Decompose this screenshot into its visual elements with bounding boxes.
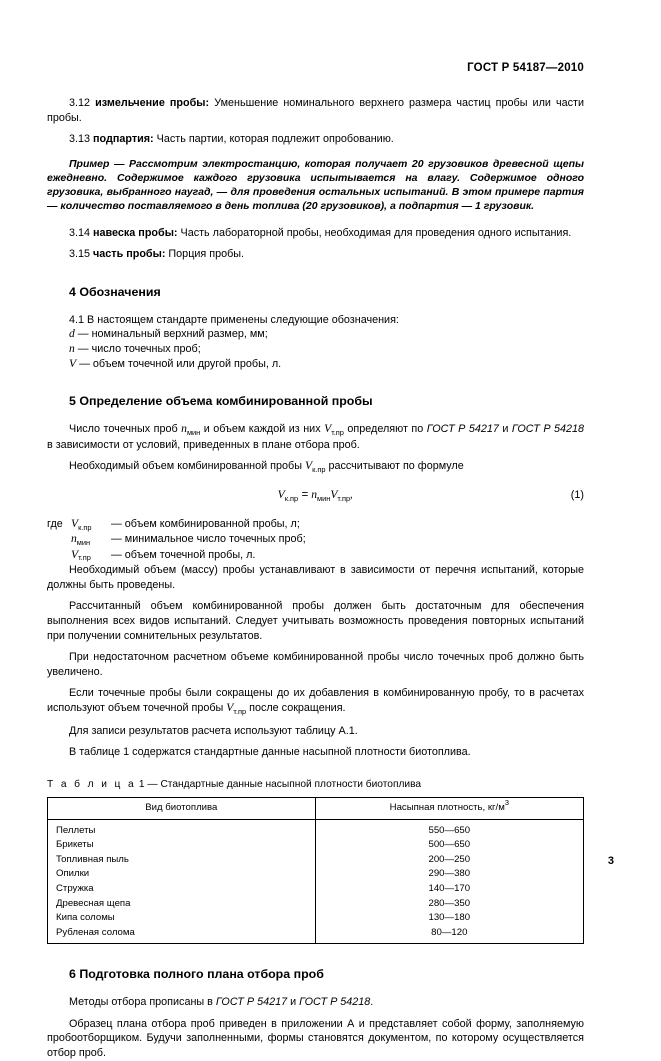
text-fragment: и: [287, 996, 300, 1009]
spacer: [47, 452, 584, 459]
where-symbol: [71, 517, 111, 532]
text-fragment: и: [498, 423, 512, 436]
table-body: [48, 819, 584, 944]
text-fragment: и объем каждой из них: [200, 423, 325, 436]
formula-lhs: [278, 488, 299, 501]
section-4-intro: 4.1 В настоящем стандарте применены следующие обозначения:: [69, 313, 399, 326]
spacer: [47, 214, 584, 226]
cell-fuel: Кипа соломы: [48, 911, 316, 926]
table-row: [48, 852, 584, 867]
standard-identifier: ГОСТ Р 54187—2010: [467, 62, 584, 74]
section-5-paragraph-6: [47, 686, 584, 716]
table-header-bulk-density: [315, 797, 583, 819]
where-description: — объем точечной пробы, л.: [111, 548, 256, 561]
text-fragment: рассчитывают по формуле: [325, 460, 464, 473]
section-5-paragraph-2: [47, 459, 584, 475]
definition-term: часть пробы:: [93, 248, 166, 261]
definition-3-13: [47, 132, 584, 147]
section-6-paragraph-1: [47, 995, 584, 1010]
reference-gost-54218: ГОСТ Р 54218: [511, 423, 585, 436]
cell-density: 140—170: [428, 883, 471, 895]
definition-number: 3.12: [69, 97, 91, 109]
cell-fuel: Брикеты: [48, 838, 316, 853]
variable-subscript: к.пр: [284, 493, 299, 503]
section-5-paragraph-7: Для записи результатов расчета используют таблицу А.1.: [69, 724, 358, 737]
variable-v-tpr: [226, 701, 246, 714]
where-item-vtpr: [47, 548, 584, 563]
symbol-glyph: d: [69, 327, 75, 341]
cell-fuel: Рубленая солома: [48, 925, 316, 944]
table-caption-label: Т а б л и ц а: [47, 778, 137, 790]
text-fragment: .: [370, 996, 374, 1009]
variable-glyph: V: [277, 487, 285, 501]
table-row: [48, 925, 584, 944]
text-fragment: Методы отбора прописаны в: [69, 996, 216, 1009]
header-text: Насыпная плотность, кг/м: [389, 801, 505, 813]
table-row: [48, 881, 584, 896]
variable-subscript: т.пр: [337, 493, 351, 503]
where-item-nmin: [47, 532, 584, 547]
variable-subscript: мин: [76, 537, 91, 547]
section-5-heading: 5 Определение объема комбинированной пробы: [69, 394, 373, 409]
symbol-n: [47, 342, 584, 357]
table-header-row: [48, 797, 584, 819]
formula-rhs-n: [311, 488, 330, 501]
example-note: Пример — Рассмотрим электростанцию, которая получает 20 грузовиков древесной щепы ежедневно. Содержимое каждого грузовика испытывается на влагу. Содержимое одного грузовика, выбранного наугад, — для проведения остальных испытаний. В этом примере партия — количество поставляемого в день топлива (20 грузовиков), а подпартия — 1 грузовик.: [47, 157, 584, 213]
text-fragment: Число точечных проб: [69, 423, 182, 436]
variable-subscript: мин: [317, 493, 331, 503]
symbol-description: — число точечных проб;: [74, 342, 201, 355]
text-fragment: Если точечные пробы были сокращены до их добавления в комбинированную пробу, то в расчетах используют объем точечной пробы: [47, 687, 584, 714]
variable-glyph: n: [71, 532, 77, 546]
section-6-heading: 6 Подготовка полного плана отбора проб: [69, 967, 324, 982]
table-row: [48, 819, 584, 838]
spacer: [47, 717, 584, 724]
definition-text: Часть лабораторной пробы, необходимая для проведения одного испытания.: [177, 226, 572, 239]
table-row: [48, 896, 584, 911]
symbol-description: — объем точечной или другой пробы, л.: [76, 357, 282, 370]
definition-3-14: [47, 226, 584, 241]
where-description: — минимальное число точечных проб;: [111, 533, 306, 546]
section-5-paragraph-3: Необходимый объем (массу) пробы устанавливают в зависимости от перечня испытаний, которые должны быть проведены.: [47, 564, 584, 591]
cell-density: 550—650: [428, 824, 471, 836]
formula-1: [47, 488, 584, 501]
symbol-v: [47, 357, 584, 372]
table-row: [48, 911, 584, 926]
variable-n-min: [181, 422, 200, 435]
variable-subscript: мин: [186, 427, 201, 437]
cell-density: 80—120: [431, 926, 468, 938]
where-label: где: [47, 517, 63, 530]
symbol-glyph: n: [69, 341, 75, 355]
variable-subscript: т.пр: [331, 427, 344, 437]
variable-glyph: V: [304, 459, 313, 473]
header-superscript: 3: [504, 798, 509, 808]
spacer: [47, 738, 584, 745]
variable-glyph: n: [311, 487, 318, 501]
definition-term: навеска пробы:: [93, 226, 178, 239]
table-header-fuel-type: Вид биотоплива: [48, 797, 316, 819]
table-caption: [47, 779, 584, 790]
cell-fuel: Опилки: [48, 867, 316, 882]
variable-glyph: V: [71, 547, 79, 561]
variable-glyph: V: [71, 516, 79, 530]
where-item-vkpr: [47, 517, 584, 532]
page-content: [47, 0, 584, 1061]
variable-subscript: к.пр: [312, 464, 326, 474]
formula-number: (1): [570, 488, 584, 501]
definition-text: Часть партии, которая подлежит опробованию.: [153, 133, 394, 146]
table-row: [48, 867, 584, 882]
variable-glyph: V: [330, 487, 338, 501]
section-6-paragraph-2: Образец плана отбора проб приведен в приложении А и представляет собой форму, заполняемую пробоотборщиком. Будучи заполненными, формы становятся документом, по которому осуществляется отбор проб.: [47, 1017, 584, 1060]
where-description: — объем комбинированной пробы, л;: [111, 517, 300, 530]
where-symbol: [71, 548, 111, 563]
section-5-paragraph-1: [47, 422, 584, 452]
spacer: [47, 125, 584, 132]
definition-term: подпартия:: [93, 133, 154, 146]
spacer: [47, 643, 584, 650]
table-caption-dash: —: [147, 778, 161, 790]
definition-text: Порция пробы.: [165, 248, 245, 261]
spacer: [47, 679, 584, 686]
section-5-paragraph-5: При недостаточном расчетном объеме комбинированной пробы число точечных проб должно быть увеличено.: [47, 651, 584, 678]
formula-row: [47, 488, 584, 505]
symbol-glyph: V: [69, 356, 77, 370]
cell-density: 280—350: [428, 897, 471, 909]
text-fragment: в зависимости от условий, приведенных в плане отбора проб.: [47, 438, 360, 451]
cell-density: 130—180: [428, 912, 471, 924]
formula-equals: =: [298, 488, 312, 501]
definition-number: 3.14: [69, 226, 91, 239]
section-4-heading: 4 Обозначения: [69, 284, 161, 299]
spacer: [47, 240, 584, 247]
text-fragment: определяют по: [343, 423, 427, 436]
table-caption-title: Стандартные данные насыпной плотности биотоплива: [160, 778, 422, 790]
definition-3-15: [47, 247, 584, 262]
formula-rhs-v: [330, 488, 350, 501]
text-fragment: после сокращения.: [246, 701, 346, 714]
definition-text: Уменьшение номинального верхнего размера частиц пробы или части пробы.: [47, 97, 585, 124]
cell-fuel: Топливная пыль: [48, 852, 316, 867]
bulk-density-table: [47, 797, 584, 945]
cell-fuel: Древесная щепа: [48, 896, 316, 911]
section-5-paragraph-4: Рассчитанный объем комбинированной пробы должен быть достаточным для обеспечения выполнения всех видов испытаний. Следует учитывать возможность проведения повторных испытаний при получении сомнительных результатов.: [47, 600, 584, 642]
cell-fuel: Стружка: [48, 881, 316, 896]
table-row: [48, 838, 584, 853]
table-caption-number: 1: [138, 778, 145, 790]
formula-comma: ,: [350, 488, 354, 501]
spacer: [47, 1010, 584, 1017]
cell-density: 290—380: [428, 868, 471, 880]
variable-subscript: т.пр: [78, 553, 91, 563]
definition-number: 3.15: [69, 248, 91, 261]
variable-glyph: V: [226, 700, 234, 714]
reference-gost-54218: ГОСТ Р 54218: [299, 996, 371, 1009]
table-head: [48, 797, 584, 819]
page-header: [47, 62, 584, 74]
variable-v-tpr: [324, 422, 344, 435]
formula-where-block: [47, 517, 584, 563]
variable-glyph: V: [324, 422, 332, 436]
cell-density: 200—250: [428, 853, 471, 865]
reference-gost-54217: ГОСТ Р 54217: [426, 423, 499, 436]
cell-density: 500—650: [428, 839, 471, 851]
spacer: [47, 592, 584, 599]
definition-number: 3.13: [69, 133, 91, 146]
text-fragment: Необходимый объем комбинированной пробы: [69, 460, 305, 473]
symbol-description: — номинальный верхний размер, мм;: [74, 328, 268, 341]
section-5-paragraph-8: В таблице 1 содержатся стандартные данные насыпной плотности биотоплива.: [69, 746, 471, 759]
symbol-d: [47, 327, 584, 342]
definition-term: измельчение пробы:: [95, 97, 210, 109]
definition-3-12: [47, 96, 584, 125]
variable-glyph: n: [181, 422, 187, 436]
variable-v-kpr: [305, 459, 326, 472]
where-symbol: [71, 532, 111, 547]
variable-subscript: к.пр: [78, 522, 92, 532]
variable-subscript: т.пр: [233, 706, 247, 716]
cell-fuel: Пеллеты: [48, 819, 316, 838]
page-number: 3: [607, 855, 614, 867]
reference-gost-54217: ГОСТ Р 54217: [215, 996, 288, 1009]
